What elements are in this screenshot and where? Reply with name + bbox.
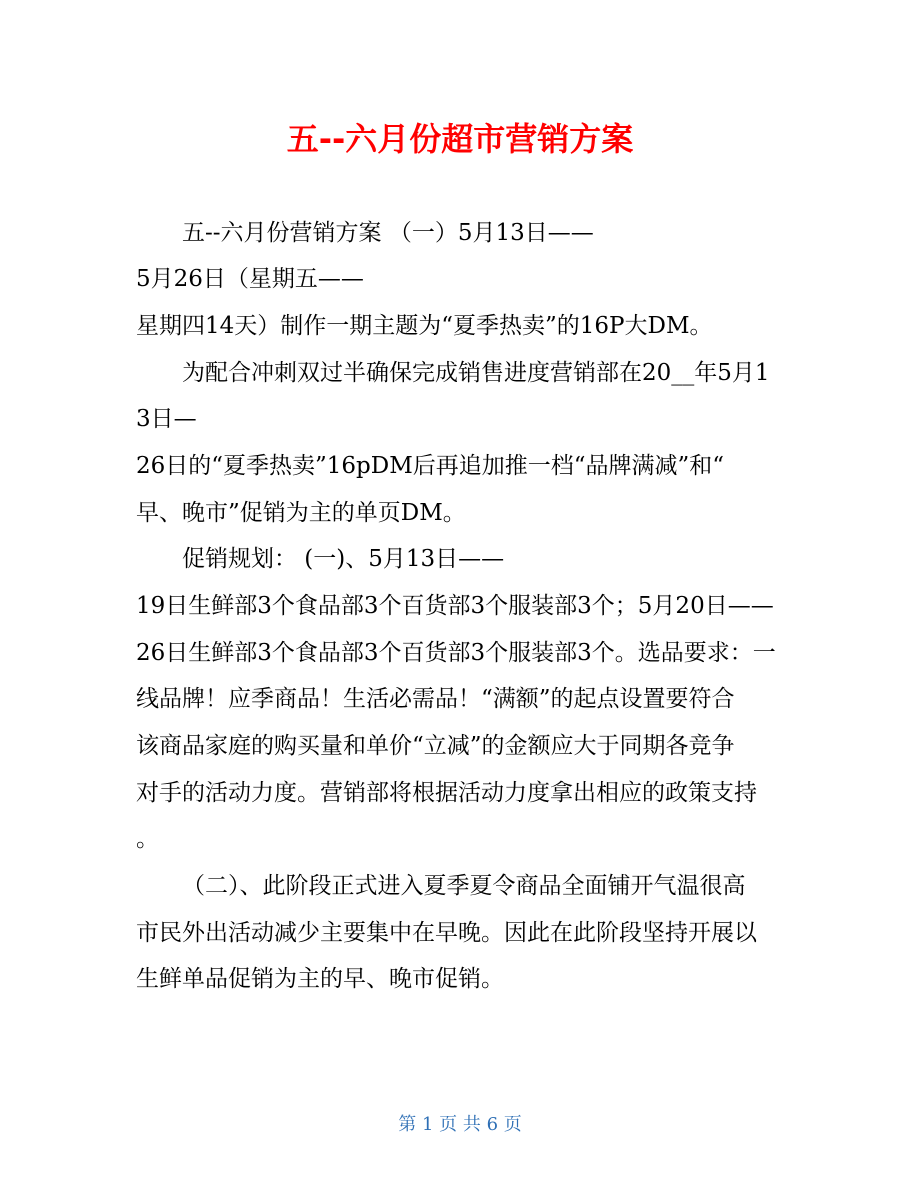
page-number-footer: 第 1 页 共 6 页 bbox=[398, 1114, 522, 1135]
paragraph-line: 26日的“夏季热卖”16pDM后再追加推一档“品牌满减”和“ bbox=[136, 453, 725, 479]
document-title: 五--六月份超市营销方案 bbox=[286, 120, 634, 158]
paragraph-line: 该商品家庭的购买量和单价“立减”的金额应大于同期各竞争 bbox=[136, 733, 735, 759]
paragraph-line: 线品牌！应季商品！生活必需品！“满额”的起点设置要符合 bbox=[136, 686, 735, 712]
paragraph-line: 26日生鲜部3个食品部3个百货部3个服装部3个。选品要求：一 bbox=[136, 640, 776, 666]
paragraph-line: 5月26日（星期五—— bbox=[136, 266, 364, 292]
paragraph-line: 促销规划： (一)、5月13日—— bbox=[182, 546, 505, 572]
paragraph-line: 生鲜单品促销为主的早、晚市促销。 bbox=[136, 966, 504, 992]
paragraph-line: 五--六月份营销方案 （一）5月13日—— bbox=[182, 220, 594, 246]
paragraph-line: 。 bbox=[136, 826, 159, 852]
paragraph-line: 星期四14天）制作一期主题为“夏季热卖”的16P大DM。 bbox=[136, 313, 713, 339]
paragraph-line: 早、晚市”促销为主的单页DM。 bbox=[136, 500, 466, 526]
paragraph-line: 19日生鲜部3个食品部3个百货部3个服装部3个；5月20日—— bbox=[136, 593, 774, 619]
paragraph-line: 3日— bbox=[136, 406, 197, 432]
paragraph-line: 对手的活动力度。营销部将根据活动力度拿出相应的政策支持 bbox=[136, 780, 757, 806]
paragraph-line: （二）、此阶段正式进入夏季夏令商品全面铺开气温很高 bbox=[182, 873, 746, 899]
paragraph-line: 市民外出活动减少主要集中在早晚。因此在此阶段坚持开展以 bbox=[136, 920, 757, 946]
paragraph-line: 为配合冲刺双过半确保完成销售进度营销部在20__年5月1 bbox=[182, 360, 770, 386]
